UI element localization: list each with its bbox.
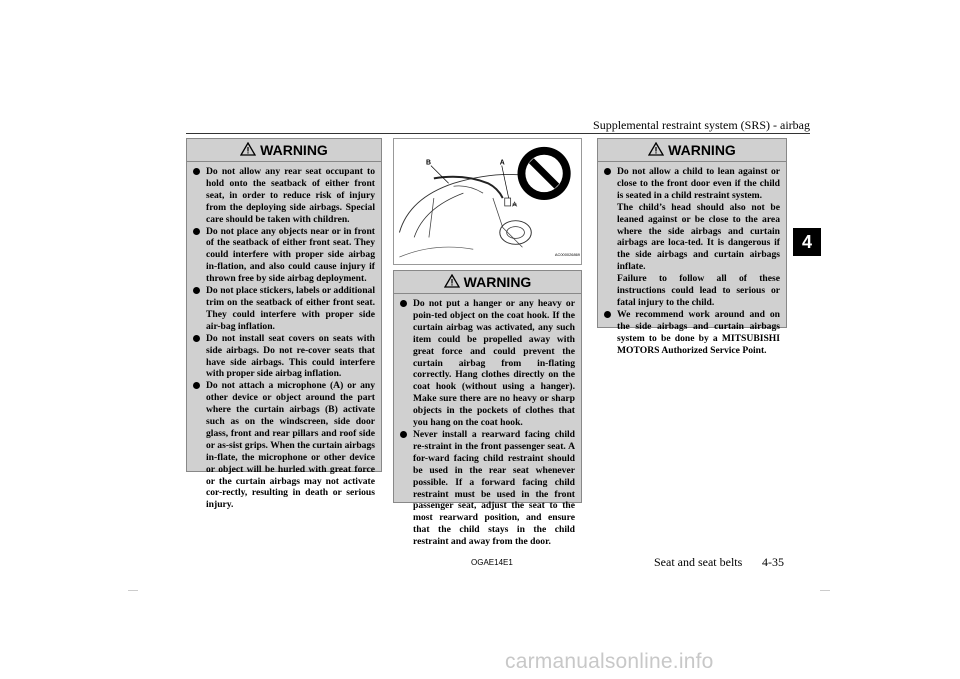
warning-item-text: Do not allow a child to lean against or close to the front door even if the child is seated in a child restraint system. xyxy=(617,166,780,201)
warning-title xyxy=(598,139,786,162)
bullet-icon xyxy=(193,228,200,235)
figure-label-b: B xyxy=(425,159,431,167)
bullet-icon xyxy=(604,311,611,318)
vehicle-interior-illustration xyxy=(394,139,581,264)
warning-list xyxy=(598,162,786,361)
bullet-icon xyxy=(400,300,407,307)
curtain-airbag-figure xyxy=(393,138,582,265)
chapter-tab: 4 xyxy=(793,228,821,256)
warning-label: WARNING xyxy=(260,142,328,158)
warning-title xyxy=(187,139,381,162)
warning-item-text: We recommend work around and on the side airbags and curtain airbags system to be done by a MITSUBISHI MOTORS Authorized Service Point. xyxy=(617,308,780,356)
warning-item-text: The child’s head should also not be leaned against or be close to the area where the side airbags and curtain airbags are loca-ted. It is dangerous if the side airbags and curtain airbags inflate. xyxy=(617,201,780,273)
warning-item-text: Do not install seat covers on seats with side airbags. Do not re-cover seats that have side airbags. This could interfere with proper side airbag inflation. xyxy=(206,332,375,380)
warning-item-text: Do not attach a microphone (A) or any other device or object around the part where the curtain airbags (B) activate such as on the windscreen, side door glass, front and rear pillars and roof side or as-sist grips. When the curtain airbags in-flate, the microphone or other device or object will be hurled with great force or the curtain airbags may not activate cor-rectly, resulting in death or serious injury. xyxy=(206,380,375,511)
watermark: carmanualsonline.info xyxy=(505,650,714,673)
warning-item-text: Do not put a hanger or any heavy or poin-ted object on the coat hook. If the curtain airbag was activated, any such item could be propelled away with great force and could prevent the curtain airbag from in-flating correctly. Hang clothes directly on the coat hook (without using a hanger). Make sure there are no heavy or sharp objects in the pockets of clothes that you hang on the coat hook. xyxy=(413,298,575,429)
warning-item xyxy=(193,226,375,286)
footer-section-title: Seat and seat belts xyxy=(654,555,743,569)
crop-mark xyxy=(128,590,138,591)
warning-box-right xyxy=(597,138,787,356)
bullet-icon xyxy=(193,382,200,389)
warning-item xyxy=(604,309,780,357)
warning-item xyxy=(193,333,375,381)
figure-code: AC000026869 xyxy=(554,252,581,258)
bullet-icon xyxy=(193,168,200,175)
warning-item xyxy=(400,429,575,548)
warning-box-middle xyxy=(393,270,582,548)
warning-item-text: Do not place any objects near or in front of the seatback of either front seat. They could interfere with proper side airbag in-flation, and also could cause injury if thrown free by side airbag deployment. xyxy=(206,225,375,285)
footer-code: OGAE14E1 xyxy=(471,558,513,567)
warning-item xyxy=(400,298,575,429)
page-header-title: Supplemental restraint system (SRS) - airbag xyxy=(593,118,810,132)
warning-label: WARNING xyxy=(463,274,532,290)
warning-item xyxy=(193,380,375,511)
warning-triangle-icon xyxy=(444,274,460,291)
header-rule xyxy=(186,133,810,134)
bullet-icon xyxy=(193,335,200,342)
warning-list xyxy=(394,294,581,552)
page-number: 4-35 xyxy=(762,555,784,569)
warning-item xyxy=(193,166,375,226)
crop-mark xyxy=(820,590,830,591)
bullet-icon xyxy=(400,431,407,438)
bullet-icon xyxy=(604,168,611,175)
warning-item xyxy=(193,285,375,333)
warning-list xyxy=(187,162,381,515)
warning-label: WARNING xyxy=(668,142,736,158)
warning-box-left xyxy=(186,138,382,511)
warning-item-text: Do not allow any rear seat occupant to hold onto the seatback of either front seat, in order to reduce risk of injury from the deploying side airbags. Special care should be taken with children. xyxy=(206,166,375,225)
figure-label-a: A xyxy=(499,159,505,167)
bullet-icon xyxy=(193,287,200,294)
prohibition-icon xyxy=(518,147,571,200)
warning-triangle-icon xyxy=(648,142,664,159)
warning-title xyxy=(394,271,581,294)
warning-item xyxy=(604,166,780,309)
warning-item-text: Failure to follow all of these instructions could lead to serious or fatal injury to the child. xyxy=(617,273,780,308)
warning-item-text: Never install a rearward facing child re-straint in the front passenger seat. A for-ward facing child restraint should be used in the rear seat whenever possible. If a forward facing child restraint must be used in the front passenger seat, adjust the seat to the most rearward position, and ensure that the child stays in the child restraint and away from the door. xyxy=(413,428,575,548)
warning-triangle-icon xyxy=(240,142,256,159)
warning-item-text: Do not place stickers, labels or additional trim on the seatback of either front seat. They could interfere with proper side air-bag inflation. xyxy=(206,285,375,332)
